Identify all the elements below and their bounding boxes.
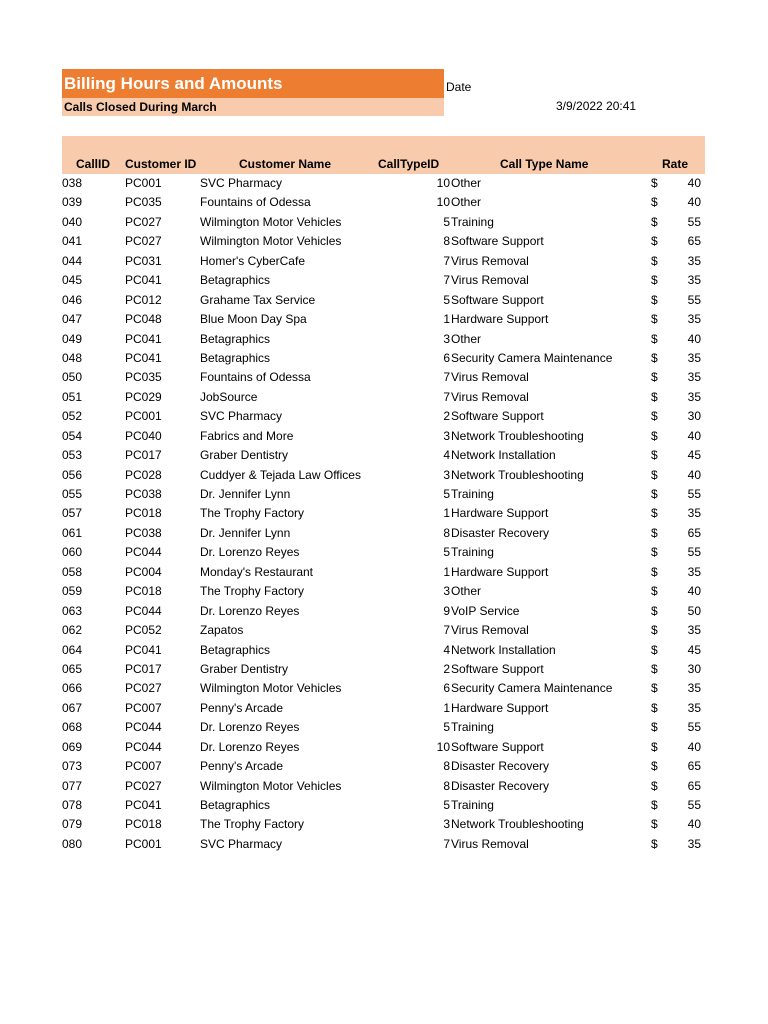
cell-call-type-name: Virus Removal: [451, 836, 529, 851]
cell-customer-id: PC017: [125, 661, 162, 676]
cell-call-type-id: 7: [443, 623, 450, 638]
cell-rate: 35: [687, 681, 701, 696]
cell-customer-name: Penny's Arcade: [200, 759, 284, 774]
cell-customer-id: PC001: [125, 176, 162, 190]
report-subtitle: Calls Closed During March: [62, 98, 444, 116]
cell-call-id: 039: [62, 195, 83, 210]
cell-customer-id: PC048: [125, 312, 162, 327]
table-row: [0, 349, 768, 368]
cell-call-type-name: Training: [451, 214, 494, 229]
cell-currency-symbol: $: [651, 312, 658, 327]
cell-rate: 35: [687, 389, 701, 404]
cell-rate: 50: [687, 603, 701, 618]
cell-currency-symbol: $: [651, 759, 658, 774]
cell-customer-id: PC017: [125, 448, 162, 463]
cell-currency-symbol: $: [651, 350, 658, 365]
cell-customer-id: PC044: [125, 545, 162, 560]
cell-customer-id: PC038: [125, 487, 162, 501]
cell-rate: 65: [687, 759, 701, 774]
cell-rate: 30: [687, 409, 701, 424]
cell-call-type-id: 9: [443, 603, 450, 618]
cell-call-type-name: Software Support: [451, 661, 544, 676]
cell-rate: 45: [687, 448, 701, 463]
cell-rate: 35: [687, 253, 701, 268]
cell-call-type-id: 2: [443, 661, 450, 676]
cell-call-type-id: 8: [443, 234, 450, 249]
cell-call-id: 068: [62, 720, 83, 735]
cell-call-id: 047: [62, 312, 83, 327]
cell-customer-id: PC044: [125, 603, 162, 618]
cell-call-id: 040: [62, 214, 83, 229]
cell-call-type-name: Network Installation: [451, 642, 556, 657]
cell-rate: 65: [687, 234, 701, 249]
cell-call-id: 060: [62, 545, 83, 560]
header-call-type-id: CallTypeID: [378, 157, 440, 171]
cell-currency-symbol: $: [651, 545, 658, 560]
cell-call-id: 066: [62, 681, 83, 696]
cell-call-type-id: 3: [443, 331, 450, 346]
cell-customer-id: PC018: [125, 817, 162, 832]
cell-call-type-id: 7: [443, 370, 450, 385]
cell-call-type-name: Software Support: [451, 739, 544, 754]
cell-call-type-name: Disaster Recovery: [451, 759, 550, 774]
cell-customer-id: PC028: [125, 467, 162, 482]
cell-call-type-name: Software Support: [451, 409, 544, 424]
table-row: [0, 738, 768, 757]
cell-currency-symbol: $: [651, 836, 658, 851]
cell-customer-name: Cuddyer & Tejada Law Offices: [200, 467, 361, 482]
cell-call-type-name: Hardware Support: [451, 700, 549, 715]
cell-call-id: 052: [62, 409, 83, 424]
cell-currency-symbol: $: [651, 623, 658, 638]
cell-currency-symbol: $: [651, 234, 658, 249]
cell-call-id: 059: [62, 584, 83, 599]
cell-call-type-id: 6: [443, 681, 450, 696]
cell-call-type-id: 6: [443, 350, 450, 365]
table-row: [0, 252, 768, 271]
cell-call-id: 044: [62, 253, 83, 268]
cell-call-id: 067: [62, 700, 83, 715]
cell-customer-name: Graber Dentistry: [200, 448, 289, 463]
header-rate: Rate: [662, 157, 689, 171]
cell-rate: 35: [687, 700, 701, 715]
cell-currency-symbol: $: [651, 720, 658, 735]
cell-customer-name: Betagraphics: [200, 642, 271, 657]
table-row: [0, 193, 768, 212]
cell-currency-symbol: $: [651, 798, 658, 812]
cell-call-type-id: 2: [443, 409, 450, 424]
cell-customer-name: Dr. Lorenzo Reyes: [200, 603, 300, 618]
cell-call-id: 065: [62, 661, 83, 676]
cell-call-type-name: Virus Removal: [451, 253, 529, 268]
cell-currency-symbol: $: [651, 428, 658, 443]
cell-customer-id: PC001: [125, 836, 162, 851]
cell-customer-name: Betagraphics: [200, 273, 271, 288]
cell-customer-name: JobSource: [200, 389, 258, 404]
cell-call-type-name: Disaster Recovery: [451, 525, 550, 540]
cell-customer-id: PC007: [125, 759, 162, 774]
cell-currency-symbol: $: [651, 370, 658, 385]
cell-call-type-name: Hardware Support: [451, 564, 549, 579]
cell-call-type-name: Virus Removal: [451, 389, 529, 404]
cell-call-type-id: 3: [443, 817, 450, 832]
cell-customer-id: PC018: [125, 506, 162, 521]
cell-currency-symbol: $: [651, 564, 658, 579]
cell-rate: 35: [687, 350, 701, 365]
cell-call-type-id: 1: [443, 700, 450, 715]
cell-call-type-name: Software Support: [451, 234, 544, 249]
cell-call-type-name: Other: [451, 331, 482, 346]
cell-customer-name: Fountains of Odessa: [200, 370, 311, 385]
cell-customer-id: PC041: [125, 331, 162, 346]
cell-call-type-name: Network Troubleshooting: [451, 817, 584, 832]
cell-customer-name: Dr. Jennifer Lynn: [200, 525, 291, 540]
cell-currency-symbol: $: [651, 253, 658, 268]
cell-currency-symbol: $: [651, 331, 658, 346]
header-customer-id: Customer ID: [125, 157, 197, 171]
cell-call-type-id: 5: [443, 720, 450, 735]
cell-customer-name: Dr. Lorenzo Reyes: [200, 545, 300, 560]
cell-rate: 45: [687, 642, 701, 657]
cell-customer-name: Betagraphics: [200, 350, 271, 365]
cell-call-type-name: Network Troubleshooting: [451, 467, 584, 482]
cell-call-id: 045: [62, 273, 83, 288]
table-row: [0, 660, 768, 679]
table-row: [0, 621, 768, 640]
cell-customer-id: PC027: [125, 778, 162, 793]
cell-call-id: 080: [62, 836, 83, 851]
table-row: [0, 796, 768, 815]
cell-call-type-id: 8: [443, 525, 450, 540]
cell-currency-symbol: $: [651, 525, 658, 540]
cell-customer-id: PC035: [125, 195, 162, 210]
cell-call-id: 056: [62, 467, 83, 482]
table-row: [0, 815, 768, 834]
table-row: [0, 271, 768, 290]
cell-rate: 65: [687, 525, 701, 540]
cell-call-id: 048: [62, 350, 83, 365]
cell-call-type-id: 3: [443, 467, 450, 482]
cell-customer-id: PC044: [125, 739, 162, 754]
cell-rate: 35: [687, 312, 701, 327]
cell-call-type-id: 5: [443, 214, 450, 229]
cell-customer-name: Graber Dentistry: [200, 661, 289, 676]
cell-rate: 40: [687, 817, 701, 832]
cell-customer-id: PC001: [125, 409, 162, 424]
cell-call-type-name: Other: [451, 176, 482, 190]
table-row: [0, 504, 768, 523]
cell-customer-id: PC029: [125, 389, 162, 404]
cell-customer-name: SVC Pharmacy: [200, 176, 283, 190]
cell-rate: 35: [687, 273, 701, 288]
cell-customer-id: PC018: [125, 584, 162, 599]
cell-customer-id: PC038: [125, 525, 162, 540]
cell-currency-symbol: $: [651, 292, 658, 307]
cell-call-type-name: Security Camera Maintenance: [451, 681, 613, 696]
table-row: [0, 388, 768, 407]
report-title: Billing Hours and Amounts: [62, 69, 444, 98]
cell-rate: 55: [687, 798, 701, 812]
cell-call-id: 053: [62, 448, 83, 463]
cell-customer-name: Wilmington Motor Vehicles: [200, 681, 342, 696]
cell-customer-id: PC041: [125, 798, 162, 812]
cell-customer-name: SVC Pharmacy: [200, 836, 283, 851]
cell-customer-name: Dr. Lorenzo Reyes: [200, 739, 300, 754]
cell-call-id: 078: [62, 798, 83, 812]
table-row: [0, 641, 768, 660]
cell-call-type-id: 7: [443, 836, 450, 851]
cell-rate: 55: [687, 292, 701, 307]
cell-customer-name: SVC Pharmacy: [200, 409, 283, 424]
cell-currency-symbol: $: [651, 739, 658, 754]
cell-currency-symbol: $: [651, 487, 658, 501]
cell-call-id: 064: [62, 642, 83, 657]
table-row: [0, 679, 768, 698]
cell-customer-name: Dr. Jennifer Lynn: [200, 487, 291, 501]
cell-call-id: 073: [62, 759, 83, 774]
table-row: [0, 427, 768, 446]
date-label: Date: [446, 80, 472, 94]
cell-rate: 65: [687, 778, 701, 793]
cell-call-type-name: Security Camera Maintenance: [451, 350, 613, 365]
table-row: [0, 330, 768, 349]
cell-call-type-id: 1: [443, 506, 450, 521]
cell-call-type-id: 5: [443, 487, 450, 501]
cell-call-id: 061: [62, 525, 83, 540]
table-row: [0, 368, 768, 387]
cell-call-type-id: 1: [443, 564, 450, 579]
cell-call-type-id: 10: [436, 739, 450, 754]
table-row: [0, 407, 768, 426]
table-body: [0, 174, 768, 854]
cell-call-type-id: 8: [443, 759, 450, 774]
table-row: [0, 485, 768, 504]
cell-call-id: 054: [62, 428, 83, 443]
cell-call-id: 051: [62, 389, 83, 404]
cell-currency-symbol: $: [651, 506, 658, 521]
cell-call-type-name: Virus Removal: [451, 370, 529, 385]
cell-call-type-name: Software Support: [451, 292, 544, 307]
cell-customer-id: PC031: [125, 253, 162, 268]
cell-rate: 40: [687, 176, 701, 190]
table-row: [0, 699, 768, 718]
cell-rate: 35: [687, 836, 701, 851]
cell-call-type-id: 5: [443, 292, 450, 307]
cell-customer-id: PC035: [125, 370, 162, 385]
cell-currency-symbol: $: [651, 409, 658, 424]
cell-rate: 35: [687, 564, 701, 579]
cell-customer-id: PC052: [125, 623, 162, 638]
table-row: [0, 582, 768, 601]
table-row: [0, 310, 768, 329]
cell-customer-id: PC041: [125, 642, 162, 657]
cell-rate: 55: [687, 214, 701, 229]
cell-currency-symbol: $: [651, 817, 658, 832]
cell-rate: 55: [687, 487, 701, 501]
cell-call-type-id: 10: [436, 176, 450, 190]
cell-call-type-id: 5: [443, 798, 450, 812]
cell-currency-symbol: $: [651, 778, 658, 793]
cell-call-type-name: Network Troubleshooting: [451, 428, 584, 443]
cell-call-id: 049: [62, 331, 83, 346]
cell-call-type-id: 7: [443, 389, 450, 404]
table-row: [0, 232, 768, 251]
table-row: [0, 466, 768, 485]
cell-call-type-id: 3: [443, 584, 450, 599]
cell-customer-id: PC027: [125, 214, 162, 229]
cell-currency-symbol: $: [651, 195, 658, 210]
cell-rate: 35: [687, 623, 701, 638]
header-call-type-name: Call Type Name: [500, 157, 589, 171]
cell-customer-name: Zapatos: [200, 623, 244, 638]
cell-currency-symbol: $: [651, 214, 658, 229]
cell-currency-symbol: $: [651, 584, 658, 599]
cell-call-type-name: Disaster Recovery: [451, 778, 550, 793]
cell-rate: 40: [687, 584, 701, 599]
cell-call-type-id: 10: [436, 195, 450, 210]
cell-rate: 40: [687, 467, 701, 482]
cell-currency-symbol: $: [651, 273, 658, 288]
table-row: [0, 213, 768, 232]
cell-call-id: 058: [62, 564, 83, 579]
cell-customer-name: The Trophy Factory: [200, 506, 305, 521]
cell-customer-name: Penny's Arcade: [200, 700, 284, 715]
cell-call-id: 063: [62, 603, 83, 618]
table-row: [0, 563, 768, 582]
cell-rate: 55: [687, 545, 701, 560]
cell-currency-symbol: $: [651, 448, 658, 463]
table-row: [0, 718, 768, 737]
cell-call-type-name: VoIP Service: [451, 603, 520, 618]
cell-call-id: 057: [62, 506, 83, 521]
cell-customer-id: PC041: [125, 273, 162, 288]
cell-currency-symbol: $: [651, 467, 658, 482]
cell-customer-name: Betagraphics: [200, 331, 271, 346]
cell-call-type-id: 7: [443, 253, 450, 268]
cell-call-id: 050: [62, 370, 83, 385]
cell-customer-name: Wilmington Motor Vehicles: [200, 778, 342, 793]
table-row: [0, 777, 768, 796]
cell-customer-name: Monday's Restaurant: [200, 564, 314, 579]
cell-call-type-id: 4: [443, 448, 450, 463]
cell-rate: 40: [687, 739, 701, 754]
cell-customer-name: Blue Moon Day Spa: [200, 312, 307, 327]
cell-rate: 55: [687, 720, 701, 735]
cell-customer-name: Wilmington Motor Vehicles: [200, 214, 342, 229]
cell-call-id: 046: [62, 292, 83, 307]
cell-customer-id: PC027: [125, 681, 162, 696]
cell-call-type-id: 5: [443, 545, 450, 560]
cell-call-type-name: Other: [451, 195, 482, 210]
cell-rate: 35: [687, 370, 701, 385]
cell-currency-symbol: $: [651, 681, 658, 696]
cell-call-type-name: Other: [451, 584, 482, 599]
cell-customer-name: The Trophy Factory: [200, 817, 305, 832]
cell-rate: 40: [687, 428, 701, 443]
cell-call-type-name: Virus Removal: [451, 623, 529, 638]
cell-call-type-name: Training: [451, 487, 494, 501]
cell-call-id: 079: [62, 817, 83, 832]
cell-call-id: 077: [62, 778, 83, 793]
cell-currency-symbol: $: [651, 661, 658, 676]
cell-customer-id: PC027: [125, 234, 162, 249]
cell-call-type-name: Training: [451, 798, 494, 812]
cell-call-type-id: 3: [443, 428, 450, 443]
date-value: 3/9/2022 20:41: [556, 99, 637, 113]
cell-call-id: 038: [62, 176, 83, 190]
cell-call-type-name: Hardware Support: [451, 506, 549, 521]
cell-call-type-id: 4: [443, 642, 450, 657]
cell-rate: 35: [687, 506, 701, 521]
cell-rate: 40: [687, 331, 701, 346]
cell-currency-symbol: $: [651, 700, 658, 715]
cell-currency-symbol: $: [651, 642, 658, 657]
cell-call-type-id: 1: [443, 312, 450, 327]
cell-customer-name: The Trophy Factory: [200, 584, 305, 599]
cell-customer-name: Betagraphics: [200, 798, 271, 812]
cell-customer-id: PC012: [125, 292, 162, 307]
cell-call-id: 041: [62, 234, 83, 249]
header-call-id: CallID: [76, 157, 111, 171]
cell-customer-name: Fountains of Odessa: [200, 195, 311, 210]
cell-rate: 40: [687, 195, 701, 210]
cell-customer-id: PC004: [125, 564, 162, 579]
cell-call-type-id: 7: [443, 273, 450, 288]
cell-customer-id: PC040: [125, 428, 162, 443]
cell-call-id: 062: [62, 623, 83, 638]
cell-customer-name: Fabrics and More: [200, 428, 294, 443]
cell-rate: 30: [687, 661, 701, 676]
cell-currency-symbol: $: [651, 176, 658, 190]
table-row: [0, 174, 768, 193]
cell-customer-name: Wilmington Motor Vehicles: [200, 234, 342, 249]
cell-call-id: 069: [62, 739, 83, 754]
cell-call-type-name: Virus Removal: [451, 273, 529, 288]
table-row: [0, 446, 768, 465]
table-row: [0, 757, 768, 776]
cell-currency-symbol: $: [651, 389, 658, 404]
cell-customer-name: Homer's CyberCafe: [200, 253, 305, 268]
cell-customer-id: PC041: [125, 350, 162, 365]
cell-call-id: 055: [62, 487, 83, 501]
cell-currency-symbol: $: [651, 603, 658, 618]
cell-customer-id: PC007: [125, 700, 162, 715]
cell-call-type-name: Training: [451, 720, 494, 735]
cell-customer-name: Grahame Tax Service: [200, 292, 316, 307]
table-row: [0, 291, 768, 310]
cell-call-type-name: Hardware Support: [451, 312, 549, 327]
table-row: [0, 602, 768, 621]
cell-customer-id: PC044: [125, 720, 162, 735]
table-row: [0, 543, 768, 562]
table-row: [0, 524, 768, 543]
cell-call-type-name: Network Installation: [451, 448, 556, 463]
cell-call-type-name: Training: [451, 545, 494, 560]
cell-call-type-id: 8: [443, 778, 450, 793]
header-customer-name: Customer Name: [239, 157, 332, 171]
cell-customer-name: Dr. Lorenzo Reyes: [200, 720, 300, 735]
table-row: [0, 835, 768, 854]
